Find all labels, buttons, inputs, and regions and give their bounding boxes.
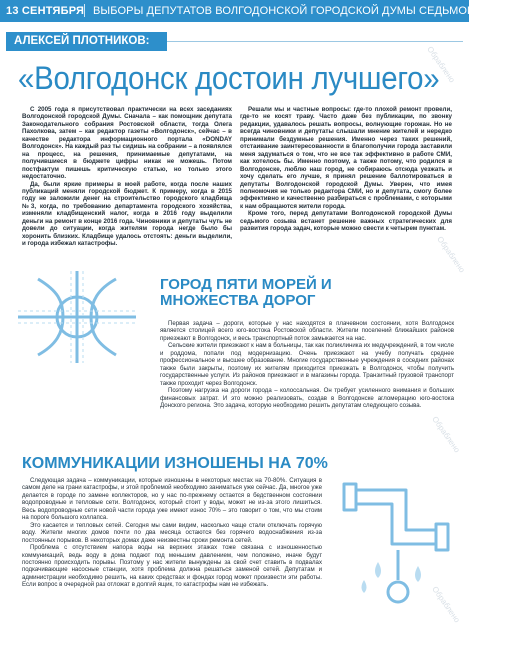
watermark: Обраблено xyxy=(430,584,462,625)
intro-left-paragraph-2: Да, были яркие примеры в моей работе, когда после наших публикаций меняли городской бюджет. К примеру, когда в 2015 году не заложили денег на строительство городского кладбища №3, когда, по требованию департамента городского хозяйства, изменяли кладбищенский налог, когда в 2016 году выделили деньги на ремонт в конце 2016 года. Чиновники и депутаты чуть не довели до ситуации, когда жителям города негде было бы хоронить близких. Кладбище удалось отстоять: деньги выделили, и города избежал катастрофы. xyxy=(22,180,232,248)
roads-paragraph-3: Поэтому нагрузка на дороги города – колоссальная. Он требует усиленного внимания и больших финансовых затрат. И это можно реализовать, создав в Волгодонске агломерацию юго-востока Донского региона. Это задача, которую необходимо решить депутатам следующего созыва. xyxy=(160,387,454,409)
utilities-paragraph-2: Это касается и тепловых сетей. Сегодня мы сами видим, насколько чаще стали отключать горячую воду. Жители многих домов почти по два месяца остаются без горячего водоснабжения из-за постоянных порывов. В некоторых домах даже неизвестны сроки ремонта сетей. xyxy=(22,521,322,544)
road-interchange-icon xyxy=(18,271,136,363)
section-roads-title: ГОРОД ПЯТИ МОРЕЙ И МНОЖЕСТВА ДОРОГ xyxy=(160,276,332,309)
roads-paragraph-1: Первая задача – дороги, которые у нас находятся в плачевном состоянии, хотя Волгодонск является столицей всего юго-востока Ростовской области. Жители поселений ближайших районов приезжают в Волгодонск, и весь транспортный поток замыкается на нас. xyxy=(160,320,454,342)
section-roads-text xyxy=(160,320,454,409)
intro-column-right xyxy=(240,106,452,233)
roads-paragraph-2: Сельские жители приезжают к нам в больницы, так как поликлиника их медучреждений, в том числе и роддома, попали под модернизацию. Очень приезжают на учебу получать среднее профессиональное и высшее образование. Многие государственные учреждения в соседних районах также были закрыты, поэтому их жителям приходится приезжать в Волгодонск, чтобы получить государственные услуги. Из районов приезжают и в магазины города. Транзитный грузовой транспорт также проходит через Волгодонск. xyxy=(160,342,454,387)
author-rule xyxy=(167,41,463,42)
section-utilities-text xyxy=(22,477,322,589)
section-utilities-title: КОММУНИКАЦИИ ИЗНОШЕНЫ НА 70% xyxy=(22,455,328,472)
watermark: Обраблено xyxy=(430,414,462,455)
intro-right-paragraph-2: Кроме того, перед депутатами Волгодонской городской Думы седьмого созыва встанет решение важных стратегических для развития города задач, которые можно свести к четырем пунктам. xyxy=(240,210,452,233)
utilities-paragraph-1: Следующая задача – коммуникации, которые изношены в некоторых местах на 70-80%. Ситуация в самом деле на грани катастрофы, и этой проблемой необходимо заниматься уже сейчас. Да, многое уже делается в городе по замене коллекторов, но у нас по-прежнему остается в бедственном состоянии водопроводные и тепловые сети. Волгодонск, который стоит у воды, может не из-за этого лишиться. Весь водопроводные сети новой части города уже имеют износ 70% – это говорит о том, что мы стоим на пороге большого коллапса. xyxy=(22,477,322,522)
intro-left-paragraph-1: С 2005 года я присутствовал практически на всех заседаниях Волгодонской городской Думы. Сначала – как помощник депутата Законодательного собрания Ростовской области, тогда Олега Пахолкова, затем – как редактор газеты «Волгодонск», сейчас – в качестве редактора информационного портала «DONDAY Волгодонск». На каждый раз ты сидишь на собрании – а появлялся на процесс, на решения, принимаемые депутатами, на получившиеся в бюджете цифры никак не можешь. Потом постфактум пишешь критическую статью, но только этого недостаточно. xyxy=(22,106,232,181)
watermark: Обраблено xyxy=(435,234,467,275)
headline: «Волгодонск достоин лучшего» xyxy=(18,60,440,96)
utilities-paragraph-3: Проблема с отсутствием напора воды на верхних этажах тоже связана с изношенностью коммуникаций, ведь воду в дома подают под меньшим давлением, чем положено, иначе будут постоянно происходить порывы. Поэтому у нас жители вынуждены за свой счет ставить в подвалах подкачивающие насосные станции, хотя проблема должна решаться заменой сетей. Депутатам и администрации необходимо решить, на каких средствах и фондах город может произвести эти работы. Если вопрос в очередной раз отложат в долгий ящик, то катастрофы нам не избежать. xyxy=(22,544,322,589)
header-divider xyxy=(84,4,85,17)
intro-right-paragraph-1: Решали мы и частные вопросы: где-то плохой ремонт провели, где-то не косят траву. Часто даже без публикации, по звонку редакции, удавалось решать вопросы, волнующие горожан. Но не всегда чиновники и депутаты слышали мнение жителей и нередко принимали бездумные решения. Именно через таких решений, отстаивание заинтересованности в благополучии города заставили меня задуматься о том, что не все так эффективно в работе СМИ, как хотелось бы. Именно поэтому, а также потому, что родился в Волгодонске, люблю наш город, не собираюсь отсюда уезжать и хочу сделать его лучше, я принял решение баллотироваться в депутаты Волгодонской городской Думы. Уверен, что имея полномочия не только редактора СМИ, но и депутата, смогу более эффективно и качественно разбираться с проблемами, с которыми к нам обращаются жители города. xyxy=(240,106,452,210)
section-title: ВЫБОРЫ ДЕПУТАТОВ ВОЛГОДОНСКОЙ ГОРОДСКОЙ ДУМЫ СЕДЬМОГО СОЗЫВА xyxy=(93,5,532,17)
watermark: Обраблено xyxy=(425,44,457,85)
intro-column-left xyxy=(22,106,232,248)
issue-date: 13 СЕНТЯБРЯ xyxy=(6,5,85,17)
page-header-bar xyxy=(0,0,532,22)
author-label: АЛЕКСЕЙ ПЛОТНИКОВ: xyxy=(6,32,167,51)
